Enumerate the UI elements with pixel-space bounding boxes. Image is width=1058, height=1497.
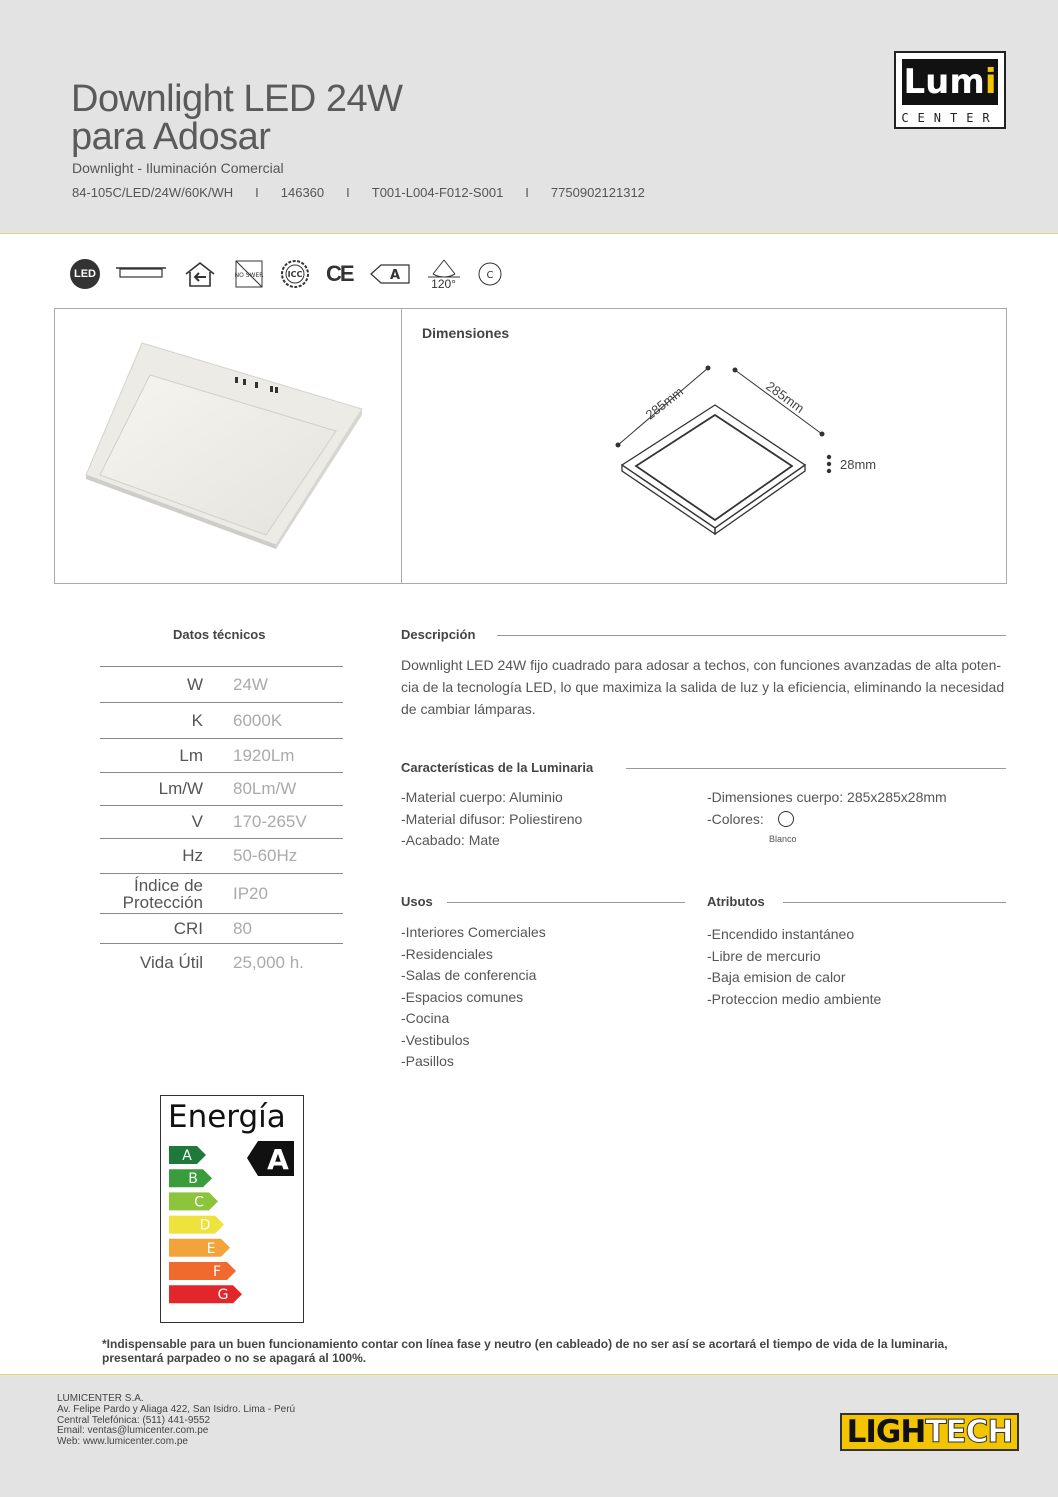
energy-class-bar-d [169, 1216, 224, 1234]
list-item: -Material difusor: Poliestireno [401, 810, 583, 827]
list-item: -Residenciales [401, 945, 493, 962]
product-code: 7750902121312 [550, 185, 645, 200]
tech-key: W [186, 674, 203, 694]
colors-row [707, 809, 947, 831]
beam-angle-icon [427, 258, 461, 290]
energy-rating-text: A [267, 1143, 289, 1176]
description-line: cia de la tecnología LED, lo que maximiza la salida de luz y la eficiencia, eliminando la necesidad [401, 679, 1005, 695]
tech-value: 24W [233, 674, 268, 694]
list-item: -Encendido instantáneo [707, 926, 855, 942]
color-name: Blanco [769, 834, 797, 844]
tech-key: Hz [182, 846, 203, 865]
description-title: Descripción [401, 627, 476, 642]
installation-note [102, 1337, 1002, 1365]
page-title [71, 80, 403, 156]
list-item: -Interiores Comerciales [401, 924, 546, 940]
features-left-list [401, 787, 582, 852]
table-row [100, 943, 343, 981]
description-text [401, 654, 1006, 720]
tech-key: Vida Útil [140, 952, 203, 972]
title-line-1: Downlight LED 24W [71, 78, 403, 120]
company-email: Email: ventas@lumicenter.com.pe [57, 1425, 209, 1437]
energy-class-label: C [194, 1194, 204, 1211]
energy-class-label: D [199, 1217, 211, 1234]
tech-value: 6000K [233, 710, 283, 730]
company-web: Web: www.lumicenter.com.pe [57, 1436, 188, 1448]
tech-key: Índice de Protección [122, 875, 203, 912]
uses-rule [447, 902, 685, 903]
list-item: -Dimensiones cuerpo: 285x285x28mm [707, 789, 947, 805]
tech-key: K [191, 710, 203, 730]
energy-class-label: A [182, 1148, 192, 1164]
energy-label [160, 1095, 304, 1323]
logo-text-accent: i [984, 62, 997, 102]
tech-value: IP20 [233, 883, 268, 903]
product-codes [72, 185, 645, 200]
tech-key: V [191, 812, 203, 831]
dimension-depth-label: 285mm [763, 378, 808, 416]
dimension-width-label: 285mm [642, 383, 687, 423]
company-phone: Central Telefónica: (511) 441-9552 [57, 1414, 211, 1426]
list-item: -Pasillos [401, 1053, 454, 1069]
list-item: -Vestibulos [401, 1031, 470, 1048]
code-separator: I [346, 185, 350, 200]
page-subtitle: Downlight - Iluminación Comercial [72, 160, 284, 176]
c-mark-icon [477, 261, 503, 287]
beam-angle-value: 120° [431, 277, 456, 291]
no-swer-icon [234, 259, 264, 289]
lumicenter-logo [894, 51, 1006, 129]
energy-title: Energía [168, 1099, 286, 1135]
uses-title: Usos [401, 894, 433, 909]
energy-class-bar-f [169, 1262, 236, 1280]
list-item: -Salas de conferencia [401, 967, 537, 983]
logo-text: Lum [903, 62, 985, 102]
energy-class-label: F [212, 1264, 222, 1280]
company-name: LUMICENTER S.A. [57, 1393, 144, 1404]
dimensions-drawing [600, 360, 877, 540]
description-line: de cambiar lámparas. [401, 701, 536, 717]
uses-list [401, 922, 546, 1073]
tech-value: 1920Lm [233, 745, 295, 765]
product-photo [80, 335, 370, 555]
list-item: -Cocina [401, 1010, 450, 1026]
list-item: -Baja emision de calor [707, 969, 846, 985]
attributes-list [707, 924, 881, 1010]
icc-text: ICC [287, 270, 303, 279]
ce-mark-icon: CE [326, 261, 353, 286]
tech-value: 50-60Hz [233, 846, 298, 865]
logo-subtext: CENTER [901, 111, 999, 125]
features-right-list [707, 787, 947, 830]
tech-data-table [100, 666, 343, 981]
lightech-logo-text: LIGH [846, 1414, 926, 1450]
no-swer-text: NO SWER [234, 272, 264, 279]
product-code: 146360 [280, 185, 325, 200]
energy-class-text: A [389, 268, 400, 283]
energy-bars [161, 1096, 303, 1322]
tech-value: 80Lm/W [233, 779, 297, 798]
tech-value: 80 [233, 918, 252, 938]
description-rule [497, 635, 1006, 636]
tech-value: 25,000 h. [233, 952, 304, 972]
company-address: Av. Felipe Pardo y Aliaga 422, San Isidro. Lima - Perú [57, 1403, 296, 1415]
indoor-use-icon [182, 260, 218, 288]
surface-mount-icon [116, 264, 166, 284]
description-line: Downlight LED 24W fijo cuadrado para adosar a techos, con funciones avanzadas de alta poten- [401, 657, 1002, 673]
tech-data-title: Datos técnicos [173, 627, 266, 642]
tech-key: Lm [179, 745, 203, 765]
table-row [100, 873, 343, 913]
energy-class-bar-g [169, 1285, 242, 1303]
lightech-logo-text-outline: TECH [925, 1414, 1013, 1450]
dimension-height-label: 28mm [840, 457, 877, 472]
code-separator: I [525, 185, 529, 200]
tech-key: CRI [173, 918, 203, 938]
list-item: -Acabado: Mate [401, 832, 500, 848]
lightech-logo [840, 1413, 1019, 1451]
box-divider [401, 308, 402, 584]
energy-class-icon [369, 263, 411, 285]
certification-icons [70, 254, 519, 294]
product-code: 84-105C/LED/24W/60K/WH [72, 185, 234, 200]
c-mark-text: C [486, 270, 494, 281]
table-row [100, 805, 343, 838]
table-row [100, 913, 343, 943]
product-code: T001-L004-F012-S001 [371, 185, 504, 200]
list-item: -Espacios comunes [401, 988, 524, 1005]
note-line: presentará parpadeo o no se apagará al 100%. [102, 1351, 367, 1365]
table-row [100, 702, 343, 738]
dimensions-title: Dimensiones [422, 325, 510, 341]
note-line: *Indispensable para un buen funcionamiento contar con línea fase y neutro (en cableado) de no ser así se acortará el tiempo de vida de la luminaria, [102, 1337, 948, 1351]
colors-label: -Colores: [707, 810, 764, 827]
icc-icon [280, 259, 310, 289]
table-row [100, 666, 343, 702]
list-item: -Proteccion medio ambiente [707, 990, 882, 1007]
title-line-2: para Adosar [71, 116, 271, 158]
led-icon: LED [70, 259, 100, 289]
features-title: Características de la Luminaria [401, 760, 594, 775]
features-rule [626, 768, 1006, 769]
company-info [57, 1394, 295, 1448]
energy-class-label: B [188, 1171, 198, 1188]
list-item: -Libre de mercurio [707, 947, 821, 964]
tech-key: Lm/W [158, 779, 203, 798]
color-swatch-white [778, 811, 794, 827]
table-row [100, 838, 343, 873]
energy-class-bar-e [169, 1239, 230, 1257]
attributes-title: Atributos [707, 894, 765, 909]
table-row [100, 738, 343, 772]
attributes-rule [783, 902, 1006, 903]
table-row [100, 772, 343, 805]
tech-value: 170-265V [233, 812, 307, 831]
logo-mark [902, 59, 998, 105]
code-separator: I [255, 185, 259, 200]
energy-class-label: G [217, 1287, 229, 1304]
energy-class-label: E [206, 1240, 216, 1257]
list-item: -Material cuerpo: Aluminio [401, 789, 563, 805]
